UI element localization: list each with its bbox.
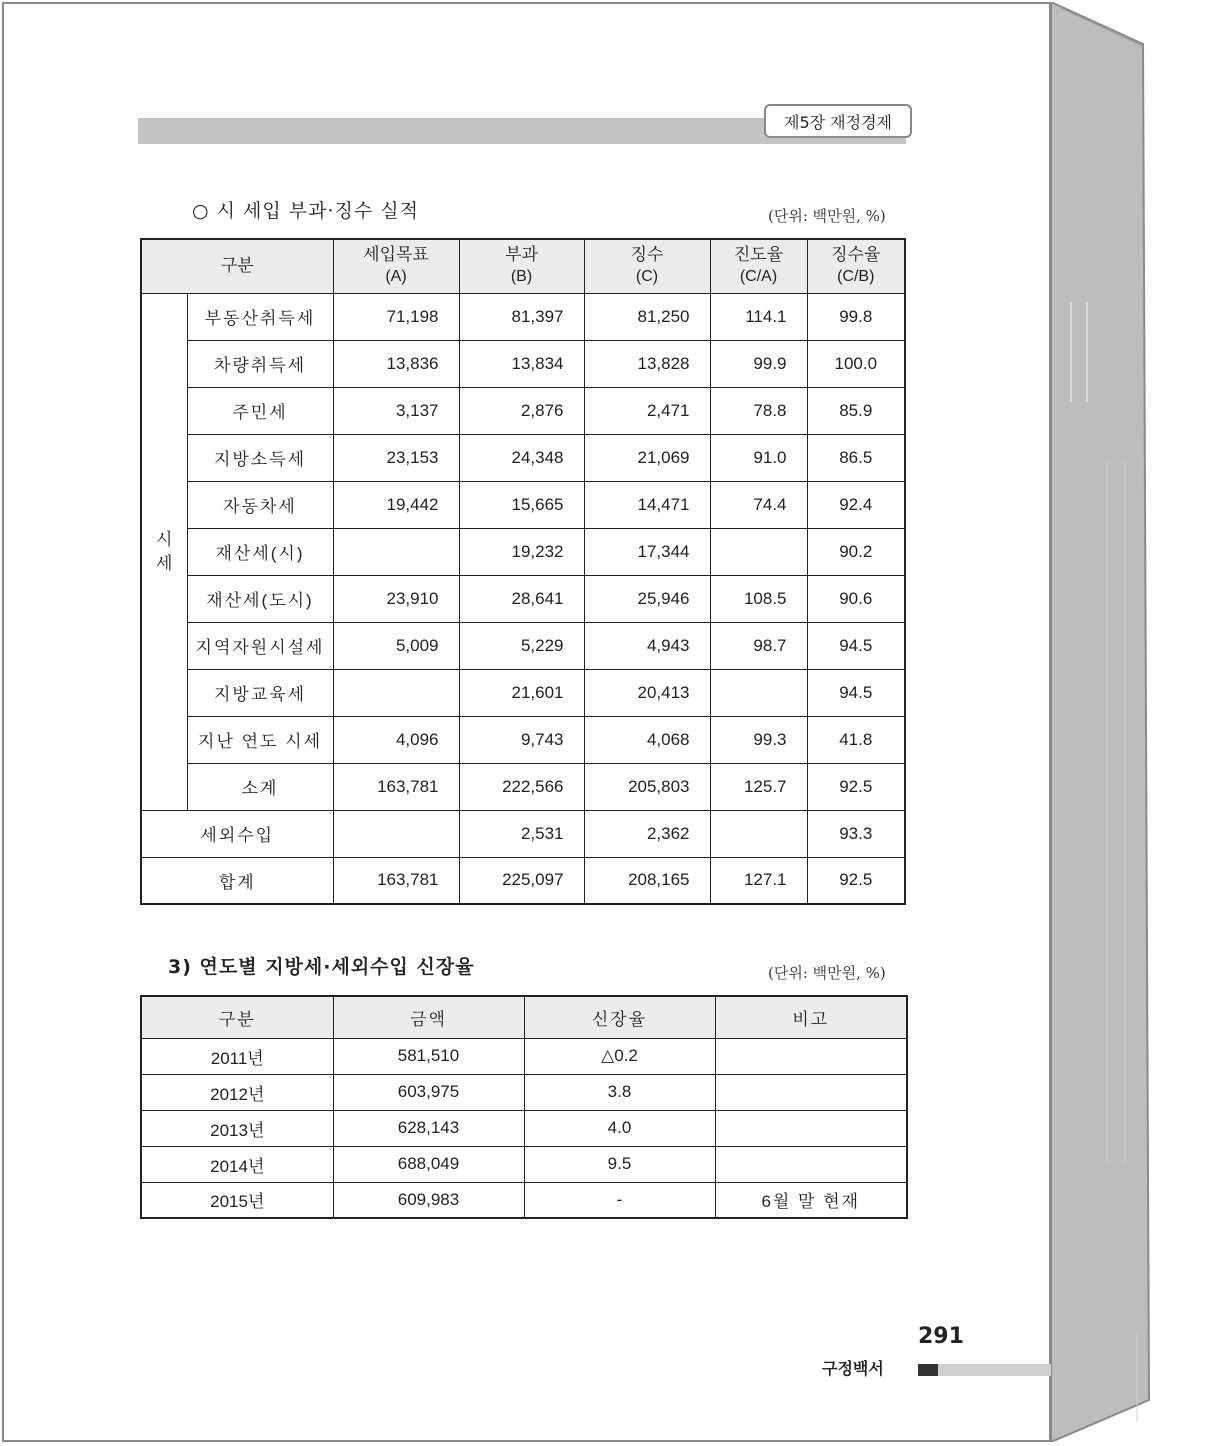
amount-cell: 609,983 — [333, 1182, 524, 1218]
collect-cell: 2,362 — [584, 810, 710, 857]
progress-cell — [710, 810, 807, 857]
amount-cell: 603,975 — [333, 1074, 524, 1110]
levy-cell: 225,097 — [459, 857, 584, 904]
page-edge-decoration — [1051, 2, 1151, 1442]
progress-cell: 127.1 — [710, 857, 807, 904]
collect-cell: 13,828 — [584, 340, 710, 387]
col-header: 구분 — [141, 239, 333, 293]
growth-rate-table — [140, 995, 908, 1219]
row-label: 주민세 — [187, 387, 333, 434]
table1-title: ○ 시 세입 부과·징수 실적 — [192, 200, 419, 222]
year-cell: 2014년 — [141, 1146, 333, 1182]
col-header: 구분 — [141, 996, 333, 1038]
row-label: 차량취득세 — [187, 340, 333, 387]
chapter-tab: 제5장 재정경제 — [764, 104, 912, 138]
progress-cell — [710, 528, 807, 575]
table2-unit: (단위: 백만원, %) — [768, 964, 886, 982]
collect-cell: 208,165 — [584, 857, 710, 904]
collect-cell: 20,413 — [584, 669, 710, 716]
col-header: 비고 — [715, 996, 907, 1038]
tax-revenue-table — [140, 238, 906, 905]
levy-cell: 21,601 — [459, 669, 584, 716]
target-cell: 13,836 — [333, 340, 459, 387]
row-label: 지방교육세 — [187, 669, 333, 716]
table-row — [141, 481, 905, 528]
footer-book-title: 구정백서 — [822, 1359, 884, 1378]
levy-cell: 19,232 — [459, 528, 584, 575]
table-row — [141, 1146, 907, 1182]
year-cell: 2013년 — [141, 1110, 333, 1146]
rate-cell: 86.5 — [807, 434, 905, 481]
rate-cell: 92.5 — [807, 763, 905, 810]
year-cell: 2011년 — [141, 1038, 333, 1074]
footer-mark — [918, 1364, 938, 1376]
rate-cell: 90.6 — [807, 575, 905, 622]
col-header: 진도율 (C/A) — [710, 239, 807, 293]
target-cell: 3,137 — [333, 387, 459, 434]
table-row — [141, 1182, 907, 1218]
table-row — [141, 1074, 907, 1110]
levy-cell: 5,229 — [459, 622, 584, 669]
table-row — [141, 810, 905, 857]
progress-cell — [710, 669, 807, 716]
growth-cell: △0.2 — [524, 1038, 715, 1074]
table-row — [141, 622, 905, 669]
collect-cell: 17,344 — [584, 528, 710, 575]
amount-cell: 628,143 — [333, 1110, 524, 1146]
progress-cell: 91.0 — [710, 434, 807, 481]
table-row — [141, 669, 905, 716]
collect-cell: 4,943 — [584, 622, 710, 669]
target-cell — [333, 810, 459, 857]
target-cell: 23,910 — [333, 575, 459, 622]
col-header: 신장율 — [524, 996, 715, 1038]
row-label: 지방소득세 — [187, 434, 333, 481]
row-label: 부동산취득세 — [187, 293, 333, 340]
growth-cell: 9.5 — [524, 1146, 715, 1182]
row-label: 재산세(시) — [187, 528, 333, 575]
table-header-row — [141, 996, 907, 1038]
levy-cell: 13,834 — [459, 340, 584, 387]
table-row — [141, 387, 905, 434]
levy-cell: 81,397 — [459, 293, 584, 340]
note-cell — [715, 1074, 907, 1110]
collect-cell: 2,471 — [584, 387, 710, 434]
year-cell: 2012년 — [141, 1074, 333, 1110]
collect-cell: 14,471 — [584, 481, 710, 528]
col-header: 금액 — [333, 996, 524, 1038]
table-row — [141, 528, 905, 575]
table-row — [141, 293, 905, 340]
progress-cell: 74.4 — [710, 481, 807, 528]
group-label: 시 세 — [141, 293, 187, 810]
table-header-row — [141, 239, 905, 293]
rate-cell: 41.8 — [807, 716, 905, 763]
target-cell — [333, 528, 459, 575]
amount-cell: 688,049 — [333, 1146, 524, 1182]
table-row — [141, 340, 905, 387]
table-row — [141, 763, 905, 810]
progress-cell: 99.3 — [710, 716, 807, 763]
growth-cell: - — [524, 1182, 715, 1218]
levy-cell: 9,743 — [459, 716, 584, 763]
note-cell — [715, 1038, 907, 1074]
levy-cell: 28,641 — [459, 575, 584, 622]
table-row — [141, 434, 905, 481]
progress-cell: 78.8 — [710, 387, 807, 434]
progress-cell: 125.7 — [710, 763, 807, 810]
page-number: 291 — [918, 1324, 964, 1349]
table-row — [141, 1038, 907, 1074]
collect-cell: 205,803 — [584, 763, 710, 810]
levy-cell: 2,876 — [459, 387, 584, 434]
levy-cell: 15,665 — [459, 481, 584, 528]
note-cell — [715, 1146, 907, 1182]
target-cell: 23,153 — [333, 434, 459, 481]
rate-cell: 94.5 — [807, 669, 905, 716]
col-header: 부과 (B) — [459, 239, 584, 293]
collect-cell: 21,069 — [584, 434, 710, 481]
target-cell — [333, 669, 459, 716]
table2-title: 3) 연도별 지방세·세외수입 신장율 — [168, 956, 475, 978]
levy-cell: 2,531 — [459, 810, 584, 857]
progress-cell: 114.1 — [710, 293, 807, 340]
rate-cell: 92.4 — [807, 481, 905, 528]
table-row — [141, 575, 905, 622]
footer-bar — [938, 1364, 1051, 1376]
target-cell: 19,442 — [333, 481, 459, 528]
col-header: 징수 (C) — [584, 239, 710, 293]
rate-cell: 100.0 — [807, 340, 905, 387]
progress-cell: 98.7 — [710, 622, 807, 669]
row-label: 합계 — [141, 857, 333, 904]
rate-cell: 99.8 — [807, 293, 905, 340]
collect-cell: 81,250 — [584, 293, 710, 340]
rate-cell: 92.5 — [807, 857, 905, 904]
rate-cell: 90.2 — [807, 528, 905, 575]
amount-cell: 581,510 — [333, 1038, 524, 1074]
progress-cell: 108.5 — [710, 575, 807, 622]
target-cell: 4,096 — [333, 716, 459, 763]
target-cell: 71,198 — [333, 293, 459, 340]
rate-cell: 85.9 — [807, 387, 905, 434]
row-label: 소계 — [187, 763, 333, 810]
row-label: 재산세(도시) — [187, 575, 333, 622]
col-header: 세입목표 (A) — [333, 239, 459, 293]
collect-cell: 4,068 — [584, 716, 710, 763]
target-cell: 5,009 — [333, 622, 459, 669]
table-row — [141, 716, 905, 763]
row-label: 세외수입 — [141, 810, 333, 857]
target-cell: 163,781 — [333, 857, 459, 904]
note-cell — [715, 1110, 907, 1146]
rate-cell: 93.3 — [807, 810, 905, 857]
row-label: 자동차세 — [187, 481, 333, 528]
collect-cell: 25,946 — [584, 575, 710, 622]
year-cell: 2015년 — [141, 1182, 333, 1218]
col-header: 징수율 (C/B) — [807, 239, 905, 293]
target-cell: 163,781 — [333, 763, 459, 810]
growth-cell: 3.8 — [524, 1074, 715, 1110]
progress-cell: 99.9 — [710, 340, 807, 387]
note-cell: 6월 말 현재 — [715, 1182, 907, 1218]
row-label: 지역자원시설세 — [187, 622, 333, 669]
table1-unit: (단위: 백만원, %) — [768, 207, 886, 225]
table-row — [141, 857, 905, 904]
growth-cell: 4.0 — [524, 1110, 715, 1146]
levy-cell: 222,566 — [459, 763, 584, 810]
row-label: 지난 연도 시세 — [187, 716, 333, 763]
table-row — [141, 1110, 907, 1146]
levy-cell: 24,348 — [459, 434, 584, 481]
rate-cell: 94.5 — [807, 622, 905, 669]
